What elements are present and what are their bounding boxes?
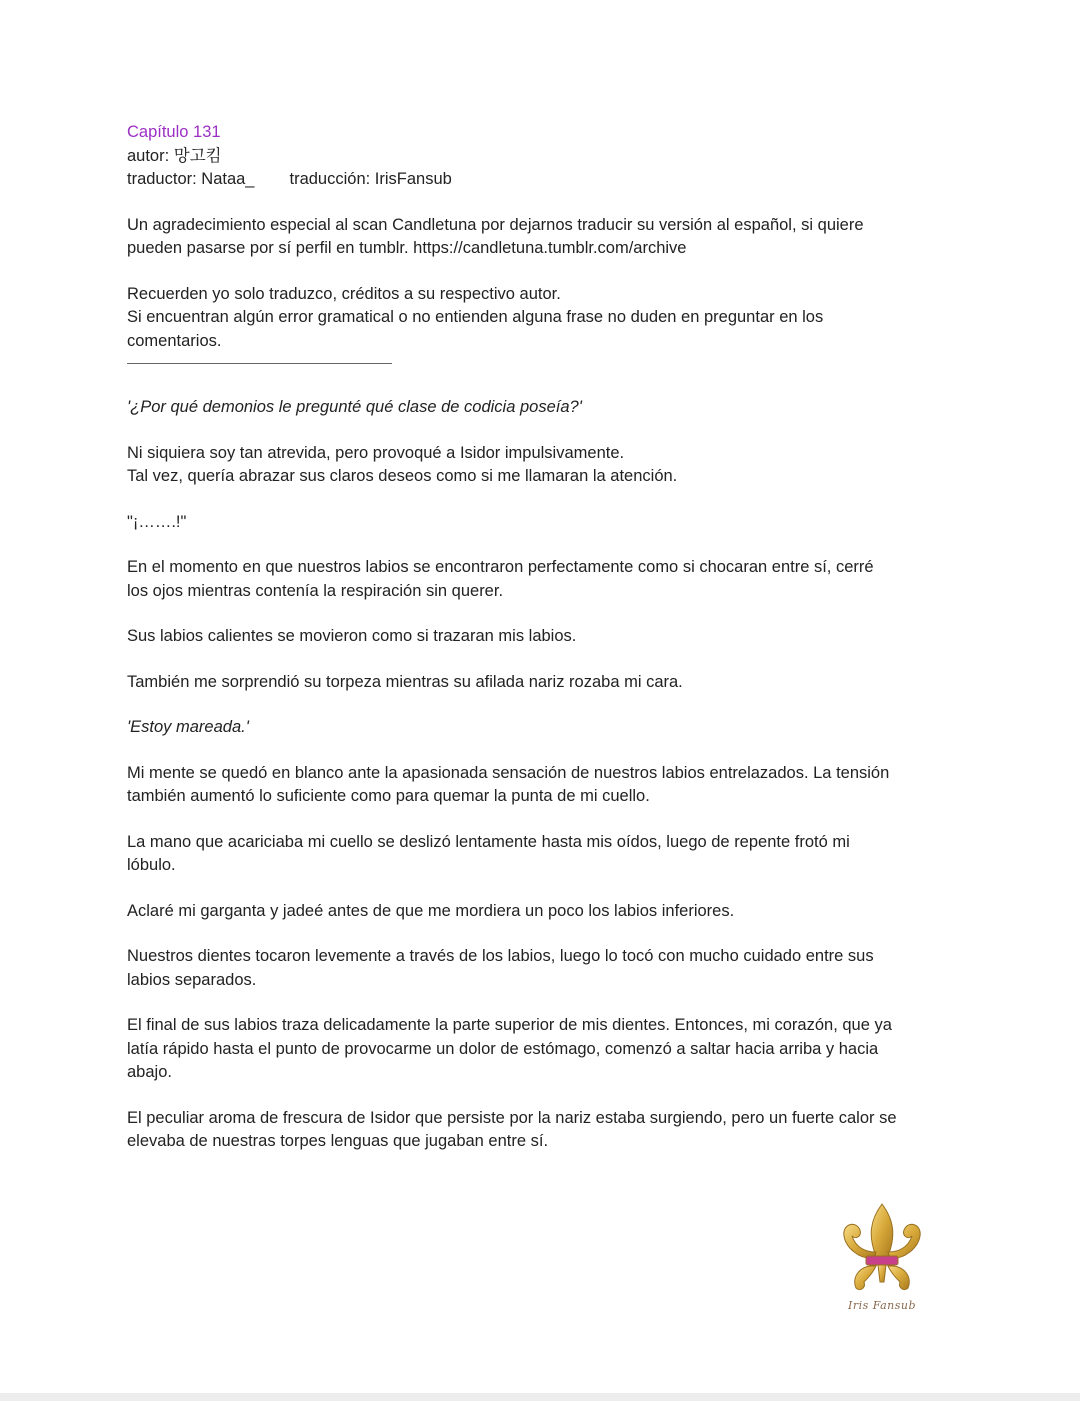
text-line: los ojos mientras contenía la respiración sin querer. bbox=[127, 581, 504, 600]
document-page bbox=[127, 121, 957, 1176]
text-line: lóbulo. bbox=[127, 856, 176, 874]
text-line: también aumentó lo suficiente como para quemar la punta de mi cuello. bbox=[127, 787, 650, 805]
text-line: Tal vez, quería abrazar sus claros deseos como si me llamaran la atención. bbox=[127, 467, 678, 485]
paragraph-13 bbox=[127, 1107, 957, 1154]
chapter-title: Capítulo 131 bbox=[127, 123, 221, 141]
paragraph-7: 'Estoy mareada.' bbox=[127, 718, 249, 736]
paragraph-10: Aclaré mi garganta y jadeé antes de que me mordiera un poco los labios inferiores. bbox=[127, 901, 735, 920]
text-line: La mano que acariciaba mi cuello se deslizó lentamente hasta mis oídos, luego de repente frotó mi bbox=[127, 832, 850, 851]
notes-paragraph bbox=[127, 283, 957, 354]
paragraph-11 bbox=[127, 945, 957, 992]
paragraph-8 bbox=[127, 762, 957, 809]
paragraph-4 bbox=[127, 556, 957, 603]
bottom-bar bbox=[0, 1393, 1080, 1401]
text-line: Recuerden yo solo traduzco, créditos a su respectivo autor. bbox=[127, 284, 561, 303]
text-line: pueden pasarse por sí perfil en tumblr. https://candletuna.tumblr.com/archive bbox=[127, 239, 687, 257]
text-line: Nuestros dientes tocaron levemente a través de los labios, luego lo tocó con mucho cuidado entre sus bbox=[127, 947, 874, 965]
chapter-header bbox=[127, 121, 957, 192]
thanks-paragraph bbox=[127, 214, 957, 261]
text-line: labios separados. bbox=[127, 970, 257, 989]
text-line: El peculiar aroma de frescura de Isidor que persiste por la nariz estaba surgiendo, pero un fuerte calor se bbox=[127, 1108, 897, 1127]
paragraph-12 bbox=[127, 1014, 957, 1085]
text-line: Ni siquiera soy tan atrevida, pero provoqué a Isidor impulsivamente. bbox=[127, 443, 625, 462]
paragraph-9 bbox=[127, 831, 957, 878]
text-line: elevaba de nuestras torpes lenguas que jugaban entre sí. bbox=[127, 1132, 549, 1150]
section-divider bbox=[127, 363, 392, 364]
text-line: Mi mente se quedó en blanco ante la apasionada sensación de nuestros labios entrelazados. La tensión bbox=[127, 763, 890, 782]
translation-group: traducción: IrisFansub bbox=[289, 170, 452, 188]
text-line: abajo. bbox=[127, 1063, 172, 1081]
fleur-de-lis-icon bbox=[826, 1198, 938, 1298]
paragraph-3: "¡…….!" bbox=[127, 512, 187, 531]
paragraph-1: '¿Por qué demonios le pregunté qué clase de codicia poseía?' bbox=[127, 398, 582, 416]
paragraph-5: Sus labios calientes se movieron como si trazaran mis labios. bbox=[127, 627, 577, 645]
iris-fansub-logo bbox=[826, 1198, 938, 1324]
text-line: comentarios. bbox=[127, 331, 222, 350]
credits-row bbox=[127, 168, 957, 192]
translator-line: traductor: Nataa_ bbox=[127, 170, 255, 188]
paragraph-2 bbox=[127, 442, 957, 489]
paragraph-6: También me sorprendió su torpeza mientras su afilada nariz rozaba mi cara. bbox=[127, 672, 683, 691]
text-line: El final de sus labios traza delicadamente la parte superior de mis dientes. Entonces, mi corazón, que ya bbox=[127, 1016, 892, 1034]
text-line: latía rápido hasta el punto de provocarme un dolor de estómago, comenzó a saltar hacia arriba y hacia bbox=[127, 1039, 879, 1058]
author-line: autor: 망고킴 bbox=[127, 146, 222, 165]
text-line: En el momento en que nuestros labios se encontraron perfectamente como si chocaran entre sí, cerré bbox=[127, 558, 874, 576]
text-line: Un agradecimiento especial al scan Candletuna por dejarnos traducir su versión al español, si quiere bbox=[127, 215, 864, 234]
logo-text: Iris Fansub bbox=[847, 1299, 917, 1312]
text-line: Si encuentran algún error gramatical o no entienden alguna frase no duden en preguntar en los bbox=[127, 308, 824, 326]
